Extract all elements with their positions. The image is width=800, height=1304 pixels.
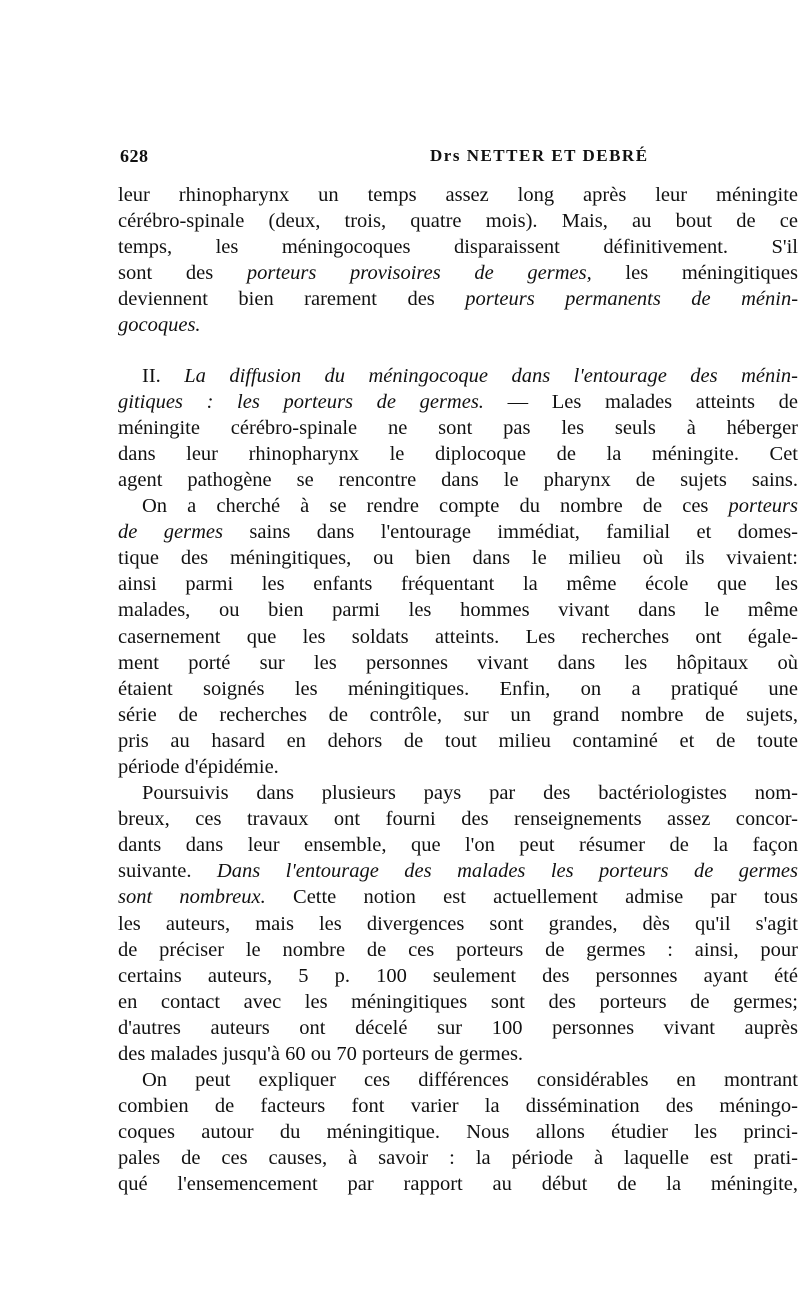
italic-run: Dans l'entourage des malades les porteurs de germes — [216, 860, 798, 883]
text-line: casernement que les soldats atteints. Les recherches ont égale- — [118, 625, 798, 648]
text-line: agent pathogène se rencontre dans le pharynx de sujets sains. — [118, 468, 798, 491]
text-line: pris au hasard en dehors de tout milieu contaminé et de toute — [118, 729, 798, 752]
text-line — [118, 493, 798, 519]
text-line: qué l'ensemencement par rapport au début de la méningite, — [118, 1173, 798, 1196]
text-run: sont des — [118, 262, 214, 285]
text-line: tique des méningitiques, ou bien dans le milieu où ils vivaient: — [118, 547, 798, 570]
text-line — [118, 858, 798, 884]
text-line: leur rhinopharynx un temps assez long après leur méningite — [118, 184, 798, 206]
text-run: Cette notion est actuellement admise par tous — [293, 886, 798, 909]
page-header — [120, 146, 800, 172]
text-run: suivante. — [118, 860, 192, 883]
italic-run: de germes — [118, 521, 223, 544]
text-line: série de recherches de contrôle, sur un grand nombre de sujets, — [118, 703, 798, 726]
paragraph-gap — [118, 339, 798, 363]
text-line — [118, 286, 798, 312]
text-line — [118, 519, 798, 545]
running-head: Drs NETTER ET DEBRÉ — [430, 146, 649, 165]
text-line: dans leur rhinopharynx le diplocoque de la méningite. Cet — [118, 442, 798, 465]
text-line: des malades jusqu'à 60 ou 70 porteurs de germes. — [118, 1043, 524, 1065]
text-line: malades, ou bien parmi les hommes vivant dans le même — [118, 599, 798, 622]
italic-run: porteurs permanents de ménin- — [465, 288, 799, 311]
text-run: On a cherché à se rendre compte du nombre de ces — [142, 495, 709, 518]
text-line — [118, 363, 798, 389]
text-line: ainsi parmi les enfants fréquentant la même école que les — [118, 573, 798, 596]
text-line: On peut expliquer ces différences considérables en montrant — [142, 1069, 798, 1092]
text-line: certains auteurs, 5 p. 100 seulement des personnes ayant été — [118, 964, 798, 987]
text-run: deviennent bien rarement des — [118, 288, 435, 311]
text-line: Poursuivis dans plusieurs pays par des bactériologistes nom- — [142, 782, 798, 805]
italic-run: sont nombreux. — [118, 886, 266, 909]
text-line: période d'épidémie. — [118, 755, 279, 778]
text-run: — Les malades atteints de — [507, 390, 798, 413]
text-line: coques autour du méningitique. Nous allons étudier les princi- — [118, 1121, 798, 1144]
text-line: étaient soignés les méningitiques. Enfin, on a pratiqué une — [118, 677, 798, 700]
text-line: méningite cérébro-spinale ne sont pas les seuls à héberger — [118, 416, 798, 439]
text-line: temps, les méningocoques disparaissent définitivement. S'il — [118, 236, 798, 259]
text-line: d'autres auteurs ont décelé sur 100 personnes vivant auprès — [118, 1016, 798, 1039]
section-title: gitiques : les porteurs de germes. — [118, 390, 484, 413]
text-line — [118, 312, 798, 338]
text-line: pales de ces causes, à savoir : la période à laquelle est prati- — [118, 1147, 798, 1170]
text-run: sains dans l'entourage immédiat, familial et domes- — [249, 521, 799, 544]
body-text — [118, 182, 798, 1198]
text-line: breux, ces travaux ont fourni des renseignements assez concor- — [118, 808, 798, 831]
text-line: en contact avec les méningitiques sont des porteurs de germes; — [118, 990, 798, 1013]
italic-run: porteurs provisoires de germes, — [246, 262, 592, 285]
text-line: ment porté sur les personnes vivant dans les hôpitaux où — [118, 651, 798, 674]
text-line: combien de facteurs font varier la dissémination des méningo- — [118, 1095, 798, 1118]
section-title: La diffusion du méningocoque dans l'entourage des ménin- — [184, 364, 799, 387]
text-line: cérébro-spinale (deux, trois, quatre mois). Mais, au bout de ce — [118, 210, 798, 233]
text-line: les auteurs, mais les divergences sont grandes, dès qu'il s'agit — [118, 912, 798, 935]
text-run: les méningitiques — [625, 262, 798, 285]
text-line: de préciser le nombre de ces porteurs de germes : ainsi, pour — [118, 938, 798, 961]
text-line — [118, 389, 798, 415]
italic-run: porteurs — [728, 495, 799, 518]
text-line: dants dans leur ensemble, que l'on peut résumer de la façon — [118, 834, 798, 857]
page-number: 628 — [120, 146, 149, 166]
text-line — [118, 884, 798, 910]
section-number: II. — [142, 364, 161, 387]
italic-run: gocoques. — [118, 314, 201, 337]
text-line — [118, 260, 798, 286]
